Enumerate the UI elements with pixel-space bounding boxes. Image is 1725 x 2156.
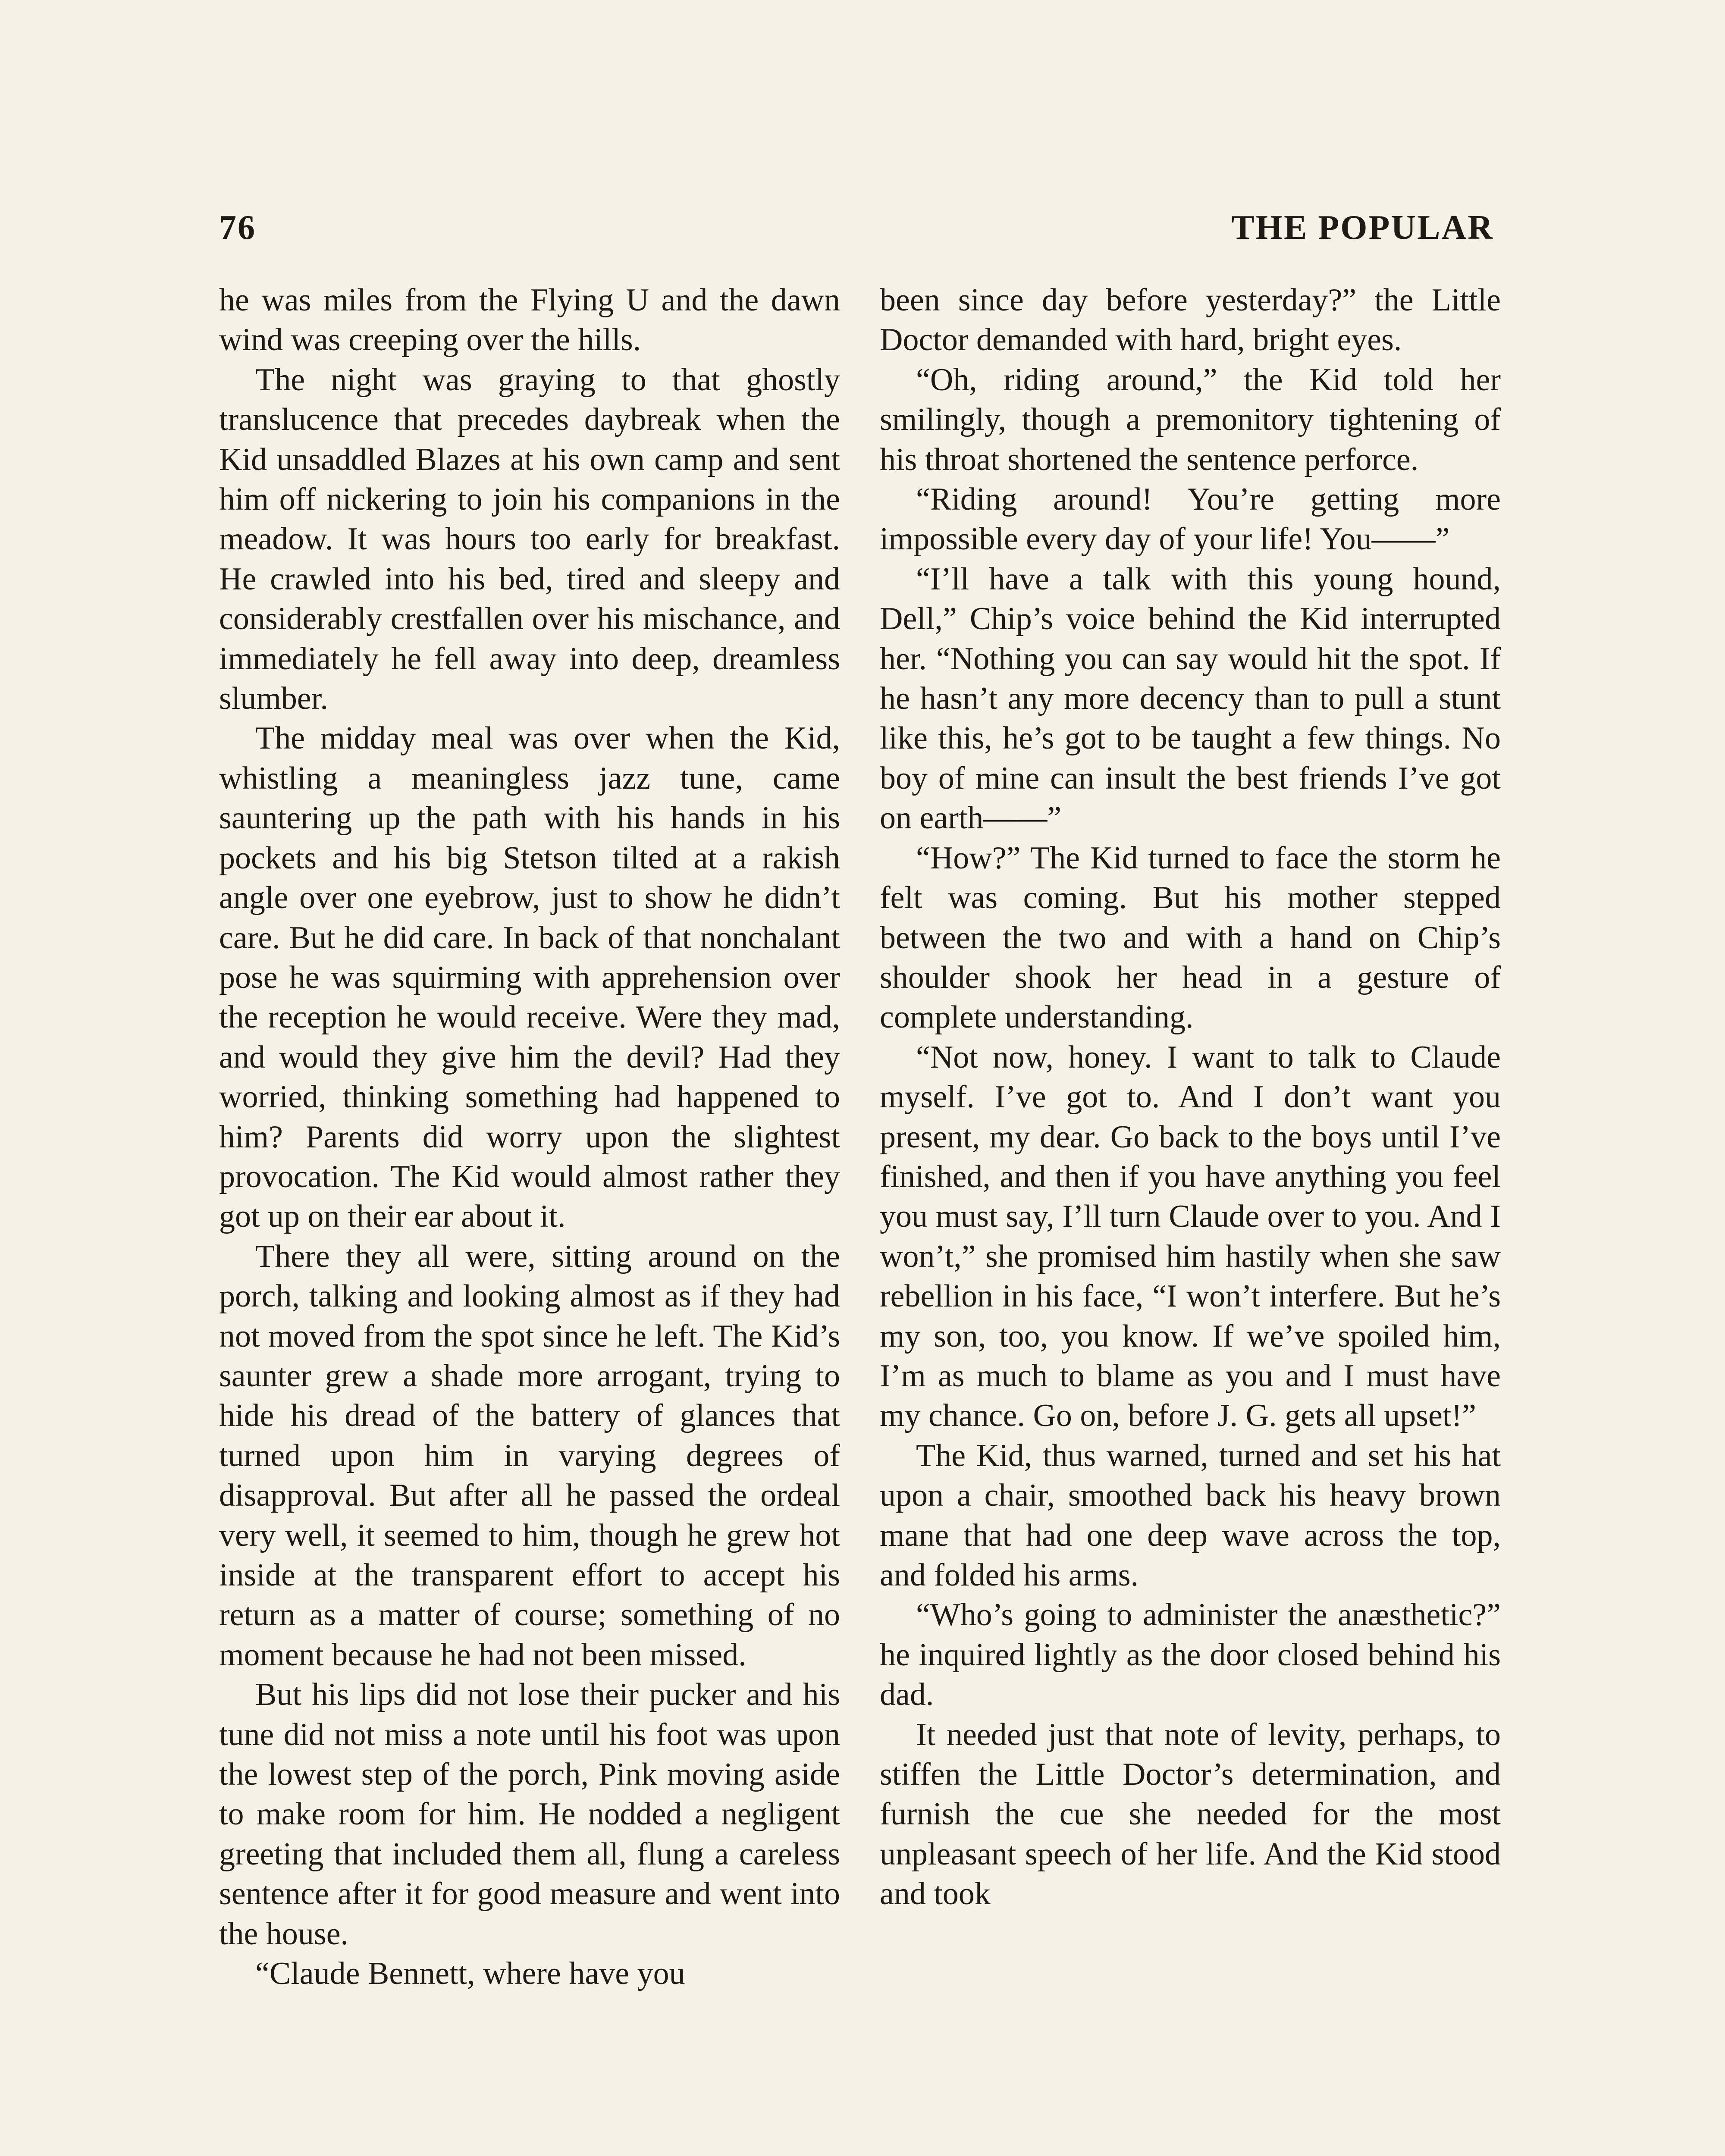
paragraph: “Claude Bennett, where have you — [255, 1956, 685, 1992]
paragraph: “How?” The Kid turned to face the storm he felt was coming. But his mother stepped between the two and with a hand on Chip’s shoulder shook her head in a gesture of complete understanding. — [880, 840, 1501, 1035]
paragraph: The Kid, thus warned, turned and set his hat upon a chair, smoothed back his heavy brown mane that had one deep wave across the top, and folded his arms. — [880, 1438, 1501, 1593]
paragraph: he was miles from the Flying U and the dawn wind was creeping over the hills. — [219, 282, 840, 358]
left-column — [219, 280, 840, 1993]
page-header — [219, 202, 1494, 254]
paragraph: It needed just that note of levity, perhaps, to stiffen the Little Doctor’s determination, and furnish the cue she needed for the most unpleasant speech of her life. And the Kid stood and took — [880, 1717, 1501, 1912]
paragraph: “Not now, honey. I want to talk to Claude myself. I’ve got to. And I don’t want you present, my dear. Go back to the boys until I’ve finished, and then if you have anything you feel you must say, I’ll turn Claude over to you. And I won’t,” she promised him hastily when she saw rebellion in his face, “I won’t interfere. But he’s my son, too, you know. If we’ve spoiled him, I’m as much to blame as you and I must have my chance. Go on, before J. G. gets all upset!” — [880, 1039, 1501, 1434]
paragraph: been since day before yesterday?” the Little Doctor demanded with hard, bright eyes. — [880, 282, 1501, 358]
page-number: 76 — [219, 208, 256, 247]
paragraph: The night was graying to that ghostly translucence that precedes daybreak when the Kid unsaddled Blazes at his own camp and sent him off nickering to join his companions in the meadow. It was hours too early for breakfast. He crawled into his bed, tired and sleepy and considerably crestfallen over his mischance, and immediately he fell away into deep, dreamless slumber. — [219, 362, 840, 717]
running-title: THE POPULAR — [1231, 208, 1494, 247]
paragraph: “Riding around! You’re getting more impossible every day of your life! You——” — [880, 482, 1501, 557]
right-column — [880, 280, 1501, 1914]
paragraph: “I’ll have a talk with this young hound, Dell,” Chip’s voice behind the Kid interrupted her. “Nothing you can say would hit the spot. If he hasn’t any more decency than to pull a stunt like this, he’s got to be taught a few things. No boy of mine can insult the best friends I’ve got on earth——” — [880, 561, 1501, 836]
paragraph: The midday meal was over when the Kid, whistling a meaningless jazz tune, came sauntering up the path with his hands in his pockets and his big Stetson tilted at a rakish angle over one eyebrow, just to show he didn’t care. But he did care. In back of that nonchalant pose he was squirming with apprehension over the reception he would receive. Were they mad, and would they give him the devil? Had they worried, thinking something had happened to him? Parents did worry upon the slightest provocation. The Kid would almost rather they got up on their ear about it. — [219, 721, 840, 1235]
paragraph: “Who’s going to administer the anæsthetic?” he inquired lightly as the door closed behind his dad. — [880, 1597, 1501, 1713]
paragraph: But his lips did not lose their pucker and his tune did not miss a note until his foot was upon the lowest step of the porch, Pink moving aside to make room for him. He nodded a negligent greeting that included them all, flung a careless sentence after it for good measure and went into the house. — [219, 1677, 840, 1952]
paragraph: There they all were, sitting around on the porch, talking and looking almost as if they had not moved from the spot since he left. The Kid’s saunter grew a shade more arrogant, trying to hide his dread of the battery of glances that turned upon him in varying degrees of disapproval. But after all he passed the ordeal very well, it seemed to him, though he grew hot inside at the transparent effort to accept his return as a matter of course; something of no moment because he had not been missed. — [219, 1238, 840, 1673]
paragraph: “Oh, riding around,” the Kid told her smilingly, though a premonitory tightening of his throat shortened the sentence perforce. — [880, 362, 1501, 477]
